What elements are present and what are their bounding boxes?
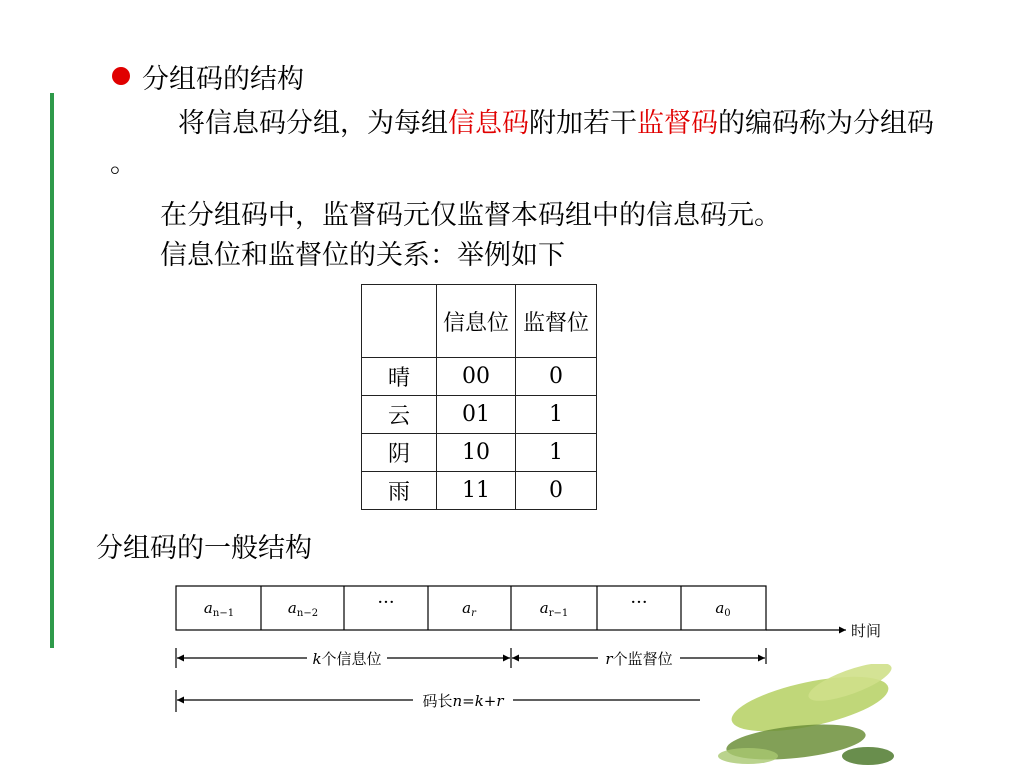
table-cell: 0 bbox=[516, 358, 597, 396]
table-cell: 云 bbox=[362, 396, 437, 434]
cell-label: $a_{n-1}$ bbox=[203, 599, 235, 619]
cell-label: $a_r$ bbox=[462, 599, 476, 619]
decorative-leaves-image bbox=[700, 664, 896, 768]
table-header-cell: 监督位 bbox=[516, 285, 597, 358]
para2-line2: 信息位和监督位的关系：举例如下 bbox=[160, 240, 565, 271]
para1-red-info-code: 信息码 bbox=[448, 108, 529, 139]
table-cell: 1 bbox=[516, 434, 597, 472]
para1-part2: 附加若干 bbox=[529, 108, 637, 139]
code-length-label: 码长n=k+r bbox=[422, 692, 504, 710]
para1-part1: 将信息码分组，为每组 bbox=[178, 108, 448, 139]
heading: 分组码的结构 bbox=[142, 63, 304, 95]
cell-ellipsis: ··· bbox=[377, 592, 395, 613]
table-cell: 0 bbox=[516, 472, 597, 510]
table-cell: 10 bbox=[437, 434, 516, 472]
table-cell: 00 bbox=[437, 358, 516, 396]
k-info-bits-label: k个信息位 bbox=[312, 650, 382, 668]
time-label: 时间 bbox=[851, 622, 882, 640]
para1-red-check-code: 监督码 bbox=[637, 108, 718, 139]
cell-ellipsis: ··· bbox=[630, 592, 648, 613]
table-header-cell: 信息位 bbox=[437, 285, 516, 358]
section-title: 分组码的一般结构 bbox=[96, 533, 312, 564]
table-cell: 阴 bbox=[362, 434, 437, 472]
cell-label: $a_{r-1}$ bbox=[539, 599, 569, 619]
para2-line1: 在分组码中，监督码元仅监督本码组中的信息码元。 bbox=[160, 200, 781, 231]
table-cell: 01 bbox=[437, 396, 516, 434]
para1-part3: 的编码称为分组码 。 bbox=[110, 108, 934, 179]
table-cell: 11 bbox=[437, 472, 516, 510]
table-cell: 晴 bbox=[362, 358, 437, 396]
table-cell: 1 bbox=[516, 396, 597, 434]
table-cell: 雨 bbox=[362, 472, 437, 510]
r-check-bits-label: r个监督位 bbox=[605, 650, 673, 668]
cell-label: $a_0$ bbox=[715, 599, 731, 619]
cell-label: $a_{n-2}$ bbox=[287, 599, 319, 619]
